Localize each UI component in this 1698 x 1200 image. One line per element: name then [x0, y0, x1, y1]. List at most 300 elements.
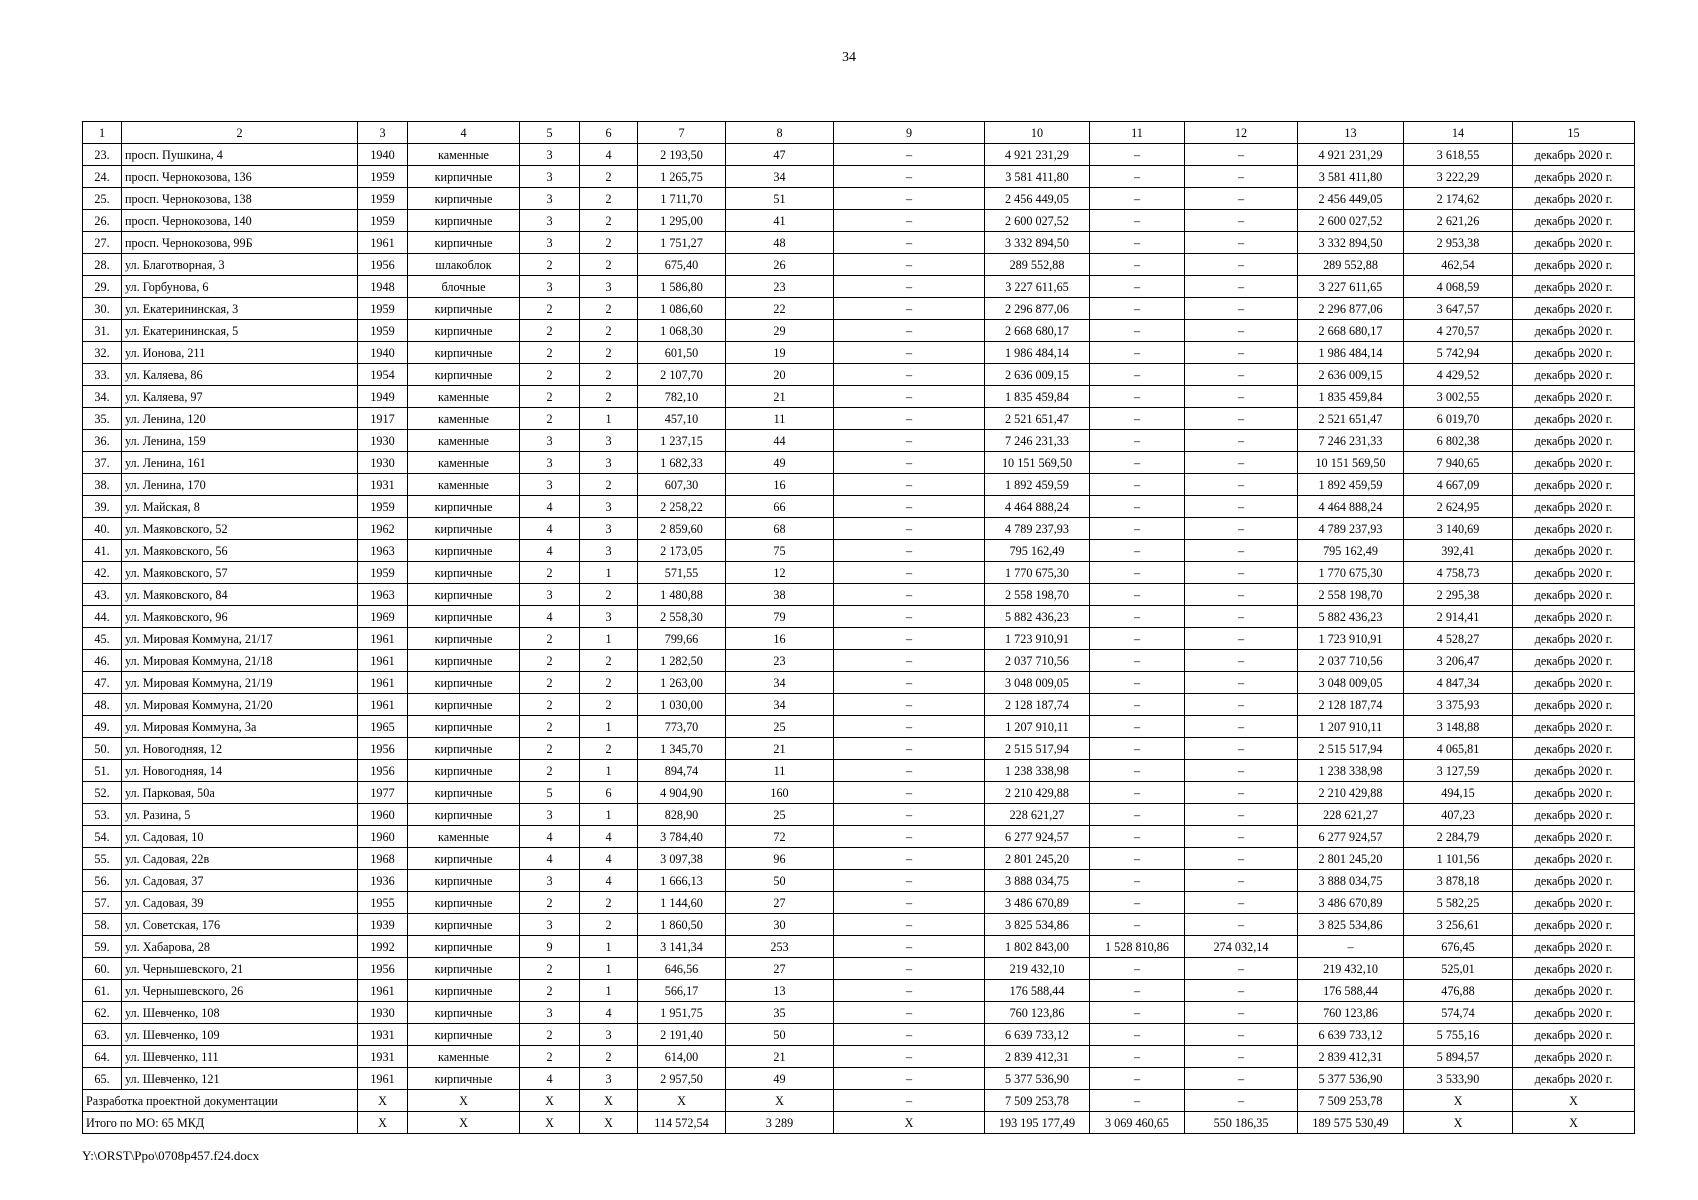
table-cell: 12 [726, 562, 834, 584]
table-cell: 2 [580, 320, 638, 342]
table-cell: – [1090, 364, 1185, 386]
table-cell: декабрь 2020 г. [1513, 430, 1635, 452]
table-cell: ул. Горбунова, 6 [122, 276, 358, 298]
table-cell: 63. [83, 1024, 122, 1046]
table-cell: декабрь 2020 г. [1513, 386, 1635, 408]
table-cell: 2 [580, 474, 638, 496]
table-cell: декабрь 2020 г. [1513, 672, 1635, 694]
table-cell: 1959 [358, 298, 408, 320]
table-cell: 2 [520, 760, 580, 782]
table-cell: 2 [580, 342, 638, 364]
table-cell: кирпичные [408, 342, 520, 364]
table-cell: 3 [580, 276, 638, 298]
table-cell: 2 [520, 892, 580, 914]
table-cell: 4 667,09 [1404, 474, 1513, 496]
table-cell: – [1090, 628, 1185, 650]
table-cell: 795 162,49 [1298, 540, 1404, 562]
table-cell: 30 [726, 914, 834, 936]
table-cell: 4 464 888,24 [985, 496, 1090, 518]
table-cell: ул. Парковая, 50а [122, 782, 358, 804]
table-row [83, 1068, 1635, 1090]
table-cell: 2 839 412,31 [1298, 1046, 1404, 1068]
table-cell: 494,15 [1404, 782, 1513, 804]
table-cell: 45. [83, 628, 122, 650]
table-cell: 525,01 [1404, 958, 1513, 980]
table-cell: 23 [726, 276, 834, 298]
table-cell: 3 097,38 [638, 848, 726, 870]
table-cell: – [1185, 826, 1298, 848]
table-cell: кирпичные [408, 694, 520, 716]
table-cell: – [1185, 892, 1298, 914]
table-cell: ул. Новогодняя, 12 [122, 738, 358, 760]
table-cell: 675,40 [638, 254, 726, 276]
table-cell: 3 [580, 1068, 638, 1090]
table-cell: – [1090, 342, 1185, 364]
table-cell: кирпичные [408, 914, 520, 936]
table-cell: – [834, 562, 985, 584]
table-cell: – [1185, 320, 1298, 342]
table-cell: кирпичные [408, 1068, 520, 1090]
table-cell: 4 [520, 826, 580, 848]
table-cell: – [1090, 1002, 1185, 1024]
table-cell: – [1090, 650, 1185, 672]
table-cell: 50 [726, 870, 834, 892]
table-cell: 2 668 680,17 [1298, 320, 1404, 342]
table-cell: 2 [520, 408, 580, 430]
table-row [83, 1002, 1635, 1024]
table-cell: 3 486 670,89 [1298, 892, 1404, 914]
table-cell: 4 789 237,93 [985, 518, 1090, 540]
table-cell: декабрь 2020 г. [1513, 166, 1635, 188]
table-cell: 4 [520, 848, 580, 870]
table-cell: – [834, 760, 985, 782]
table-cell: 6 639 733,12 [985, 1024, 1090, 1046]
table-cell: 1 770 675,30 [985, 562, 1090, 584]
table-cell: – [1090, 276, 1185, 298]
page-number: 34 [842, 50, 856, 65]
table-cell: 1965 [358, 716, 408, 738]
table-cell: 3 486 670,89 [985, 892, 1090, 914]
table-cell: 3 [520, 1002, 580, 1024]
table-cell: 2 558 198,70 [1298, 584, 1404, 606]
table-cell: 2 [580, 650, 638, 672]
table-cell: декабрь 2020 г. [1513, 298, 1635, 320]
table-cell: 41 [726, 210, 834, 232]
table-cell: 3 647,57 [1404, 298, 1513, 320]
table-cell: декабрь 2020 г. [1513, 694, 1635, 716]
table-cell: 5 882 436,23 [1298, 606, 1404, 628]
table-cell: – [834, 518, 985, 540]
table-cell: – [834, 738, 985, 760]
table-cell: – [1090, 408, 1185, 430]
table-row [83, 562, 1635, 584]
table-cell: 43. [83, 584, 122, 606]
table-cell: 160 [726, 782, 834, 804]
table-cell: 2 [520, 716, 580, 738]
table-cell: – [1090, 716, 1185, 738]
table-cell: 289 552,88 [1298, 254, 1404, 276]
table-cell: X [1404, 1112, 1513, 1134]
table-cell: 1959 [358, 562, 408, 584]
table-cell: кирпичные [408, 672, 520, 694]
table-cell: 54. [83, 826, 122, 848]
table-cell: 34 [726, 694, 834, 716]
table-cell: 3 222,29 [1404, 166, 1513, 188]
table-cell: 4 068,59 [1404, 276, 1513, 298]
table-cell: 57. [83, 892, 122, 914]
table-cell: 2 037 710,56 [1298, 650, 1404, 672]
table-cell: кирпичные [408, 848, 520, 870]
table-cell: ул. Шевченко, 121 [122, 1068, 358, 1090]
summary-label: Разработка проектной документации [83, 1090, 358, 1112]
column-header: 14 [1404, 122, 1513, 144]
table-cell: 1960 [358, 826, 408, 848]
table-cell: ул. Новогодняя, 14 [122, 760, 358, 782]
table-cell: 2 [580, 298, 638, 320]
table-cell: 1 [580, 408, 638, 430]
table-cell: – [1185, 276, 1298, 298]
table-cell: 4 065,81 [1404, 738, 1513, 760]
table-cell: X [580, 1112, 638, 1134]
table-cell: 462,54 [1404, 254, 1513, 276]
table-cell: 7 246 231,33 [1298, 430, 1404, 452]
table-cell: – [1090, 254, 1185, 276]
table-cell: 4 [580, 1002, 638, 1024]
table-cell: каменные [408, 826, 520, 848]
table-cell: 1 101,56 [1404, 848, 1513, 870]
table-cell: 828,90 [638, 804, 726, 826]
table-cell: декабрь 2020 г. [1513, 716, 1635, 738]
table-row [83, 848, 1635, 870]
table-cell: декабрь 2020 г. [1513, 1024, 1635, 1046]
table-cell: – [1090, 584, 1185, 606]
table-cell: 34 [726, 672, 834, 694]
table-cell: X [834, 1112, 985, 1134]
table-cell: 2 128 187,74 [985, 694, 1090, 716]
table-cell: кирпичные [408, 1002, 520, 1024]
table-cell: – [1090, 496, 1185, 518]
table-cell: кирпичные [408, 320, 520, 342]
table-cell: – [834, 364, 985, 386]
table-cell: – [1185, 914, 1298, 936]
column-header: 2 [122, 122, 358, 144]
table-cell: – [1185, 518, 1298, 540]
table-cell: – [834, 892, 985, 914]
table-cell: 1936 [358, 870, 408, 892]
table-cell: 2 [580, 738, 638, 760]
table-cell: 4 [580, 826, 638, 848]
table-cell: декабрь 2020 г. [1513, 760, 1635, 782]
table-cell: – [834, 628, 985, 650]
table-cell: 3 [520, 166, 580, 188]
table-cell: ул. Маяковского, 84 [122, 584, 358, 606]
table-cell: декабрь 2020 г. [1513, 408, 1635, 430]
table-cell: – [1298, 936, 1404, 958]
table-cell: 2 037 710,56 [985, 650, 1090, 672]
table-cell: – [834, 408, 985, 430]
table-cell: 799,66 [638, 628, 726, 650]
table-cell: 22 [726, 298, 834, 320]
table-cell: – [834, 870, 985, 892]
table-cell: 3 002,55 [1404, 386, 1513, 408]
table-cell: – [1090, 232, 1185, 254]
table-cell: 2 [580, 1046, 638, 1068]
table-row [83, 188, 1635, 210]
table-cell: – [1185, 628, 1298, 650]
table-cell: 3 127,59 [1404, 760, 1513, 782]
table-cell: 3 581 411,80 [1298, 166, 1404, 188]
table-cell: 53. [83, 804, 122, 826]
table-row [83, 232, 1635, 254]
table-cell: – [1090, 980, 1185, 1002]
column-header: 6 [580, 122, 638, 144]
table-cell: 253 [726, 936, 834, 958]
table-cell: 228 621,27 [1298, 804, 1404, 826]
table-cell: 59. [83, 936, 122, 958]
table-cell: 607,30 [638, 474, 726, 496]
table-cell: 68 [726, 518, 834, 540]
table-cell: 5 582,25 [1404, 892, 1513, 914]
table-cell: 1 [580, 760, 638, 782]
table-cell: 25. [83, 188, 122, 210]
table-cell: 1 238 338,98 [985, 760, 1090, 782]
table-cell: 13 [726, 980, 834, 1002]
table-cell: 2 [520, 298, 580, 320]
table-cell: кирпичные [408, 584, 520, 606]
table-cell: – [1185, 166, 1298, 188]
table-cell: кирпичные [408, 518, 520, 540]
table-cell: – [1185, 408, 1298, 430]
table-cell: – [834, 320, 985, 342]
table-cell: ул. Садовая, 22в [122, 848, 358, 870]
table-cell: – [834, 650, 985, 672]
table-cell: декабрь 2020 г. [1513, 276, 1635, 298]
table-cell: 2 515 517,94 [985, 738, 1090, 760]
table-row [83, 870, 1635, 892]
table-cell: 3 825 534,86 [1298, 914, 1404, 936]
table-cell: 50. [83, 738, 122, 760]
table-cell: 29. [83, 276, 122, 298]
table-cell: 7 246 231,33 [985, 430, 1090, 452]
table-cell: – [1185, 232, 1298, 254]
table-cell: 4 [580, 870, 638, 892]
table-cell: декабрь 2020 г. [1513, 452, 1635, 474]
table-cell: ул. Мировая Коммуна, 21/20 [122, 694, 358, 716]
table-cell: 3 227 611,65 [985, 276, 1090, 298]
table-cell: – [1090, 518, 1185, 540]
table-cell: 1 144,60 [638, 892, 726, 914]
table-cell: декабрь 2020 г. [1513, 892, 1635, 914]
table-cell: – [1090, 1046, 1185, 1068]
table-cell: декабрь 2020 г. [1513, 914, 1635, 936]
table-cell: 2 [520, 254, 580, 276]
table-cell: 2 [520, 386, 580, 408]
table-cell: 10 151 569,50 [985, 452, 1090, 474]
table-cell: блочные [408, 276, 520, 298]
table-cell: – [1185, 804, 1298, 826]
table-row [83, 584, 1635, 606]
table-cell: X [358, 1112, 408, 1134]
table-cell: 1 682,33 [638, 452, 726, 474]
table-cell: 2 [580, 892, 638, 914]
table-cell: декабрь 2020 г. [1513, 562, 1635, 584]
table-cell: – [1090, 848, 1185, 870]
table-cell: декабрь 2020 г. [1513, 1002, 1635, 1024]
table-cell: просп. Чернокозова, 99Б [122, 232, 358, 254]
table-cell: 9 [520, 936, 580, 958]
table-cell: кирпичные [408, 760, 520, 782]
table-cell: – [1185, 342, 1298, 364]
table-cell: декабрь 2020 г. [1513, 870, 1635, 892]
table-cell: 2 [580, 210, 638, 232]
table-cell: декабрь 2020 г. [1513, 144, 1635, 166]
table-row [83, 606, 1635, 628]
table-cell: 1959 [358, 166, 408, 188]
table-cell: 48. [83, 694, 122, 716]
table-cell: – [1185, 1002, 1298, 1024]
table-row [83, 672, 1635, 694]
table-cell: 5 882 436,23 [985, 606, 1090, 628]
table-cell: 1930 [358, 1002, 408, 1024]
table-cell: – [1090, 210, 1185, 232]
table-cell: 4 528,27 [1404, 628, 1513, 650]
table-cell: 47. [83, 672, 122, 694]
table-cell: 795 162,49 [985, 540, 1090, 562]
table-cell: 30. [83, 298, 122, 320]
table-cell: – [1090, 144, 1185, 166]
table-cell: декабрь 2020 г. [1513, 474, 1635, 496]
table-cell: 2 [520, 1024, 580, 1046]
table-cell: – [834, 694, 985, 716]
table-cell: 4 921 231,29 [1298, 144, 1404, 166]
summary-label: Итого по МО: 65 МКД [83, 1112, 358, 1134]
housing-table [82, 121, 1635, 1134]
table-cell: 3 [520, 870, 580, 892]
table-cell: 2 914,41 [1404, 606, 1513, 628]
table-cell: кирпичные [408, 166, 520, 188]
table-cell: 1 068,30 [638, 320, 726, 342]
table-cell: 3 332 894,50 [1298, 232, 1404, 254]
table-cell: X [1513, 1112, 1635, 1134]
table-cell: 274 032,14 [1185, 936, 1298, 958]
table-cell: декабрь 2020 г. [1513, 738, 1635, 760]
table-cell: 26. [83, 210, 122, 232]
table-cell: 2 558 198,70 [985, 584, 1090, 606]
table-cell: 4 270,57 [1404, 320, 1513, 342]
table-cell: 1 086,60 [638, 298, 726, 320]
table-cell: 49. [83, 716, 122, 738]
table-cell: – [1185, 144, 1298, 166]
table-cell: – [834, 540, 985, 562]
table-cell: 2 258,22 [638, 496, 726, 518]
table-cell: 782,10 [638, 386, 726, 408]
table-cell: 1917 [358, 408, 408, 430]
table-cell: 3 [580, 1024, 638, 1046]
table-cell: – [1090, 738, 1185, 760]
table-cell: 1962 [358, 518, 408, 540]
table-cell: декабрь 2020 г. [1513, 232, 1635, 254]
table-cell: – [1090, 760, 1185, 782]
table-cell: 5 [520, 782, 580, 804]
column-header: 12 [1185, 122, 1298, 144]
table-cell: 1959 [358, 188, 408, 210]
table-cell: 19 [726, 342, 834, 364]
table-cell: каменные [408, 408, 520, 430]
table-cell: ул. Ленина, 161 [122, 452, 358, 474]
table-cell: 1 207 910,11 [1298, 716, 1404, 738]
table-cell: кирпичные [408, 892, 520, 914]
table-cell: 33. [83, 364, 122, 386]
table-cell: каменные [408, 1046, 520, 1068]
table-cell: 1 860,50 [638, 914, 726, 936]
column-header: 11 [1090, 122, 1185, 144]
table-row [83, 1046, 1635, 1068]
table-row [83, 430, 1635, 452]
table-cell: 1 480,88 [638, 584, 726, 606]
table-cell: 2 210 429,88 [1298, 782, 1404, 804]
table-cell: 6 277 924,57 [1298, 826, 1404, 848]
table-cell: 1959 [358, 496, 408, 518]
table-cell: 60. [83, 958, 122, 980]
table-cell: 3 [520, 232, 580, 254]
table-cell: 51 [726, 188, 834, 210]
table-cell: 193 195 177,49 [985, 1112, 1090, 1134]
table-cell: 49 [726, 1068, 834, 1090]
table-cell: 2 839 412,31 [985, 1046, 1090, 1068]
table-cell: 58. [83, 914, 122, 936]
table-cell: 40. [83, 518, 122, 540]
table-cell: – [834, 276, 985, 298]
table-cell: 176 588,44 [985, 980, 1090, 1002]
table-cell: ул. Екатерининская, 5 [122, 320, 358, 342]
table-cell: – [1185, 1068, 1298, 1090]
table-cell: ул. Благотворная, 3 [122, 254, 358, 276]
table-cell: – [834, 474, 985, 496]
table-cell: – [1185, 782, 1298, 804]
table-cell: 5 377 536,90 [1298, 1068, 1404, 1090]
table-cell: 3 784,40 [638, 826, 726, 848]
table-cell: декабрь 2020 г. [1513, 540, 1635, 562]
table-cell: 2 600 027,52 [985, 210, 1090, 232]
table-cell: 1 [580, 804, 638, 826]
table-cell: 3 878,18 [1404, 870, 1513, 892]
table-cell: ул. Разина, 5 [122, 804, 358, 826]
table-cell: 1 723 910,91 [985, 628, 1090, 650]
table-cell: кирпичные [408, 650, 520, 672]
table-cell: – [1185, 386, 1298, 408]
table-cell: кирпичные [408, 188, 520, 210]
table-cell: 3 [520, 474, 580, 496]
table-cell: 7 509 253,78 [1298, 1090, 1404, 1112]
table-cell: 1 265,75 [638, 166, 726, 188]
table-cell: 2 456 449,05 [985, 188, 1090, 210]
table-cell: 392,41 [1404, 540, 1513, 562]
table-cell: 1 892 459,59 [1298, 474, 1404, 496]
table-cell: 4 758,73 [1404, 562, 1513, 584]
table-cell: 3 825 534,86 [985, 914, 1090, 936]
table-cell: 23. [83, 144, 122, 166]
table-cell: – [1185, 738, 1298, 760]
table-cell: 3 [580, 430, 638, 452]
table-cell: кирпичные [408, 936, 520, 958]
table-cell: – [1090, 430, 1185, 452]
table-cell: 1961 [358, 980, 408, 1002]
table-row [83, 694, 1635, 716]
table-cell: ул. Ионова, 211 [122, 342, 358, 364]
table-cell: 3 289 [726, 1112, 834, 1134]
table-cell: 20 [726, 364, 834, 386]
table-cell: декабрь 2020 г. [1513, 518, 1635, 540]
